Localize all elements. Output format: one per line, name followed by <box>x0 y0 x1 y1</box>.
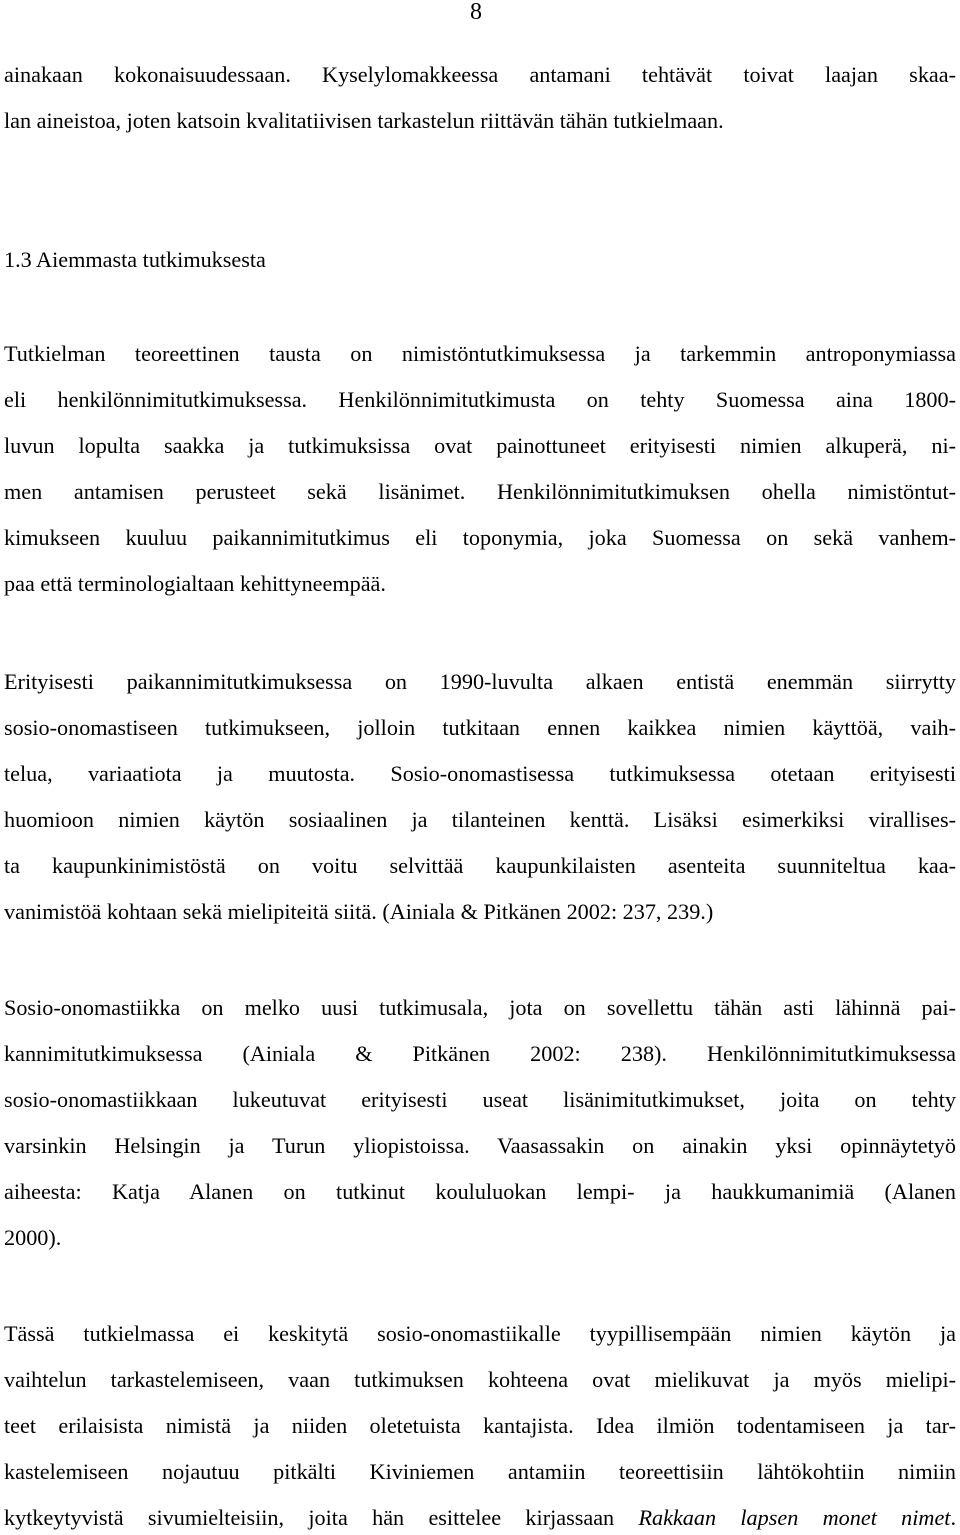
text-line: ainakaan kokonaisuudessaan. Kyselylomakkeessa antamani tehtävät toivat laajan skaa- <box>4 62 956 87</box>
text-line: Sosio-onomastiikka on melko uusi tutkimusala, jota on sovellettu tähän asti lähinnä pai- <box>4 995 956 1020</box>
text-line: kannimitutkimuksessa (Ainiala & Pitkänen 2002: 238). Henkilönnimitutkimuksessa <box>4 1041 956 1066</box>
text-line: paa että terminologialtaan kehittyneempää. <box>4 571 386 596</box>
text-line: teet erilaisista nimistä ja niiden oletetuista kantajista. Idea ilmiön todentamiseen ja tar- <box>4 1413 956 1438</box>
text-line: eli henkilönnimitutkimuksessa. Henkilönnimitutkimusta on tehty Suomessa aina 1800- <box>4 387 956 412</box>
page-number: 8 <box>470 0 482 25</box>
text-line: sosio-onomastiikkaan lukeutuvat erityisesti useat lisänimitutkimukset, joita on tehty <box>4 1087 956 1112</box>
text-line: kimukseen kuuluu paikannimitutkimus eli toponymia, joka Suomessa on sekä vanhem- <box>4 525 956 550</box>
section-heading: 1.3 Aiemmasta tutkimuksesta <box>4 247 266 272</box>
text-line: telua, variaatiota ja muutosta. Sosio-onomastisessa tutkimuksessa otetaan erityisesti <box>4 761 956 786</box>
text-line: luvun lopulta saakka ja tutkimuksissa ovat painottuneet erityisesti nimien alkuperä, ni- <box>4 433 956 458</box>
text-line: Erityisesti paikannimitutkimuksessa on 1990-luvulta alkaen entistä enemmän siirrytty <box>4 669 956 694</box>
book-title: Rakkaan lapsen monet nimet <box>638 1505 951 1530</box>
text-line: men antamisen perusteet sekä lisänimet. Henkilönnimitutkimuksen ohella nimistöntut- <box>4 479 956 504</box>
text-line: kastelemiseen nojautuu pitkälti Kiviniemen antamiin teoreettisiin lähtökohtiin nimiin <box>4 1459 956 1484</box>
text-line: huomioon nimien käytön sosiaalinen ja tilanteinen kenttä. Lisäksi esimerkiksi virallises- <box>4 807 956 832</box>
text-line: sosio-onomastiseen tutkimukseen, jolloin tutkitaan ennen kaikkea nimien käyttöä, vaih- <box>4 715 956 740</box>
text-line: Tutkielman teoreettinen tausta on nimistöntutkimuksessa ja tarkemmin antroponymiassa <box>4 341 956 366</box>
text-segment: kytkeytyvistä sivumielteisiin, joita hän esittelee kirjassaan <box>4 1505 639 1530</box>
text-line: vanimistöä kohtaan sekä mielipiteitä siitä. (Ainiala & Pitkänen 2002: 237, 239.) <box>4 899 714 924</box>
text-line: 2000). <box>4 1225 62 1250</box>
text-line: aiheesta: Katja Alanen on tutkinut koululuokan lempi- ja haukkumanimiä (Alanen <box>4 1179 956 1204</box>
text-line: Tässä tutkielmassa ei keskitytä sosio-onomastiikalle tyypillisempään nimien käytön ja <box>4 1321 956 1346</box>
text-line: vaihtelun tarkastelemiseen, vaan tutkimuksen kohteena ovat mielikuvat ja myös mielipi- <box>4 1367 956 1392</box>
text-line <box>4 1503 956 1533</box>
text-line: varsinkin Helsingin ja Turun yliopistoissa. Vaasassakin on ainakin yksi opinnäytetyö <box>4 1133 956 1158</box>
text-line: lan aineistoa, joten katsoin kvalitatiivisen tarkastelun riittävän tähän tutkielmaan. <box>4 108 724 133</box>
text-line: ta kaupunkinimistöstä on voitu selvittää kaupunkilaisten asenteita suunniteltua kaa- <box>4 853 956 878</box>
text-segment: . <box>950 1505 957 1530</box>
